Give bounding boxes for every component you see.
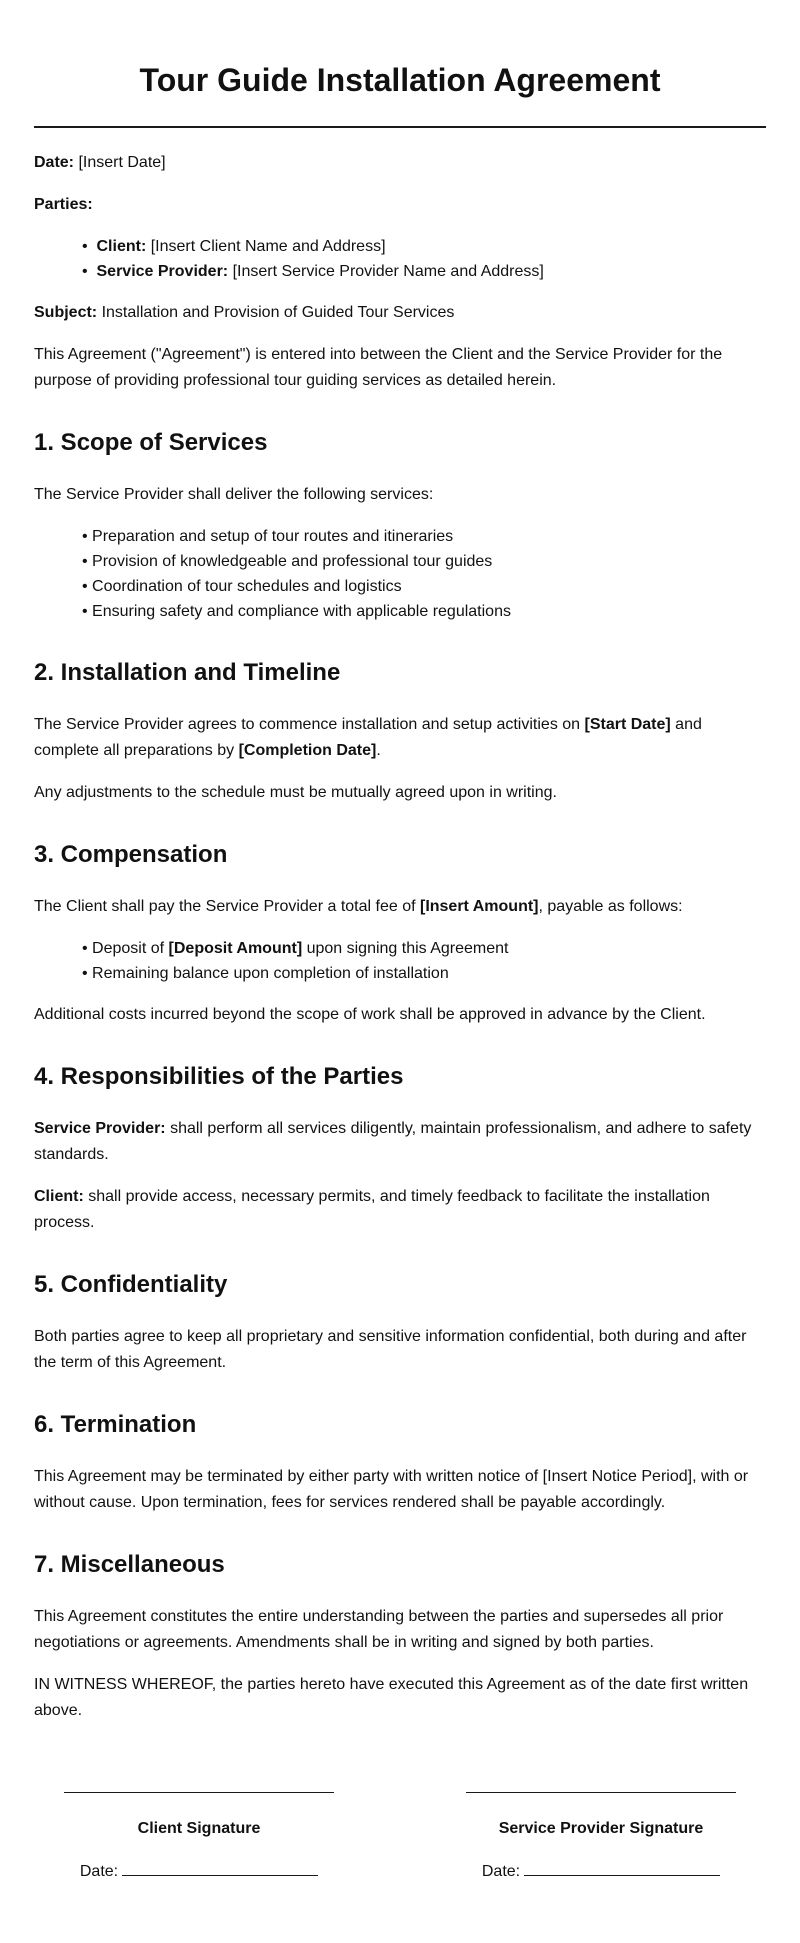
section-heading-termination: 6. Termination [34,1411,197,1438]
subject-label: Subject: [34,304,98,321]
provider-date-blank [524,1857,720,1876]
provider-text: shall perform all services diligently, maintain professionalism, and adhere to safety standards. [34,1120,752,1163]
section-heading-scope: 1. Scope of Services [34,429,268,456]
list-item: • Remaining balance upon completion of installation [82,961,766,986]
provider-signature-label: Service Provider Signature [498,1820,704,1837]
provider-date-label: Date: [481,1863,521,1880]
deposit-amount-placeholder: [Deposit Amount] [168,940,303,957]
provider-responsibility [34,1116,766,1168]
section-heading-compensation: 3. Compensation [34,841,228,868]
amount-placeholder: [Insert Amount] [419,898,539,915]
section-heading-responsibilities: 4. Responsibilities of the Parties [34,1063,404,1090]
timeline-text-a: The Service Provider agrees to commence installation and setup activities on [34,716,585,733]
list-item: • Preparation and setup of tour routes and itineraries [82,524,766,549]
list-item: • Coordination of tour schedules and logistics [82,574,766,599]
witness-text: IN WITNESS WHEREOF, the parties hereto have executed this Agreement as of the date first written above. [34,1676,749,1719]
client-date-line [64,1857,334,1884]
date-line [34,150,766,176]
section-heading-misc: 7. Miscellaneous [34,1551,225,1578]
client-text: shall provide access, necessary permits, and timely feedback to facilitate the installation process. [34,1188,710,1231]
section-heading-confidentiality: 5. Confidentiality [34,1271,228,1298]
provider-label: Service Provider: [34,1120,166,1137]
misc-text: This Agreement constitutes the entire understanding between the parties and supersedes all prior negotiations or agreements. Amendments shall be in writing and signed by both parties. [34,1608,724,1651]
client-date-label: Date: [79,1863,119,1880]
scope-intro: The Service Provider shall deliver the following services: [34,486,434,503]
subject-value: Installation and Provision of Guided Tour Services [101,304,455,321]
parties-heading [34,192,766,218]
compensation-text-b: , payable as follows: [538,898,683,915]
party-value: [Insert Service Provider Name and Address] [232,263,544,280]
parties-label: Parties: [34,196,93,213]
title-divider [34,126,766,128]
client-signature-label: Client Signature [137,1820,261,1837]
subject-line [34,300,766,326]
timeline-adjustments: Any adjustments to the schedule must be mutually agreed upon in writing. [34,784,557,801]
provider-signature-line [466,1792,736,1793]
list-item: • Provision of knowledgeable and professional tour guides [82,549,766,574]
document-title: Tour Guide Installation Agreement [139,62,661,98]
termination-text: This Agreement may be terminated by either party with written notice of [Insert Notice Period], with or without cause. Upon termination, fees for services rendered shall be payable accordingly. [34,1468,749,1511]
start-date-placeholder: [Start Date] [584,716,671,733]
compensation-paragraph [34,894,766,920]
client-date-blank [122,1857,318,1876]
client-signature-column [64,1768,334,1884]
parties-list [34,234,766,284]
scope-list [34,524,766,624]
completion-date-placeholder: [Completion Date] [238,742,377,759]
section-heading-timeline: 2. Installation and Timeline [34,659,341,686]
list-item [82,234,766,259]
list-item [82,259,766,284]
list-item: • Ensuring safety and compliance with applicable regulations [82,599,766,624]
party-label: Service Provider: [96,263,229,280]
timeline-text-b: and complete all preparations by [34,716,702,759]
deposit-text-a: Deposit of [92,940,169,957]
intro-paragraph: This Agreement ("Agreement") is entered into between the Client and the Service Provider for the purpose of providing professional tour guiding services as detailed herein. [34,346,723,389]
compensation-text-a: The Client shall pay the Service Provider a total fee of [34,898,420,915]
payment-list [34,936,766,986]
list-item [82,936,766,961]
client-label: Client: [34,1188,84,1205]
deposit-text-b: upon signing this Agreement [302,940,509,957]
provider-date-line [466,1857,736,1884]
timeline-text-c: . [376,742,381,759]
date-label: Date: [34,154,75,171]
timeline-paragraph [34,712,766,764]
party-value: [Insert Client Name and Address] [150,238,386,255]
client-signature-line [64,1792,334,1793]
additional-costs: Additional costs incurred beyond the scope of work shall be approved in advance by the Client. [34,1006,706,1023]
confidentiality-text: Both parties agree to keep all proprietary and sensitive information confidential, both during and after the term of this Agreement. [34,1328,747,1371]
provider-signature-column [466,1768,736,1884]
party-label: Client: [96,238,147,255]
date-value: [Insert Date] [78,154,166,171]
client-responsibility [34,1184,766,1236]
